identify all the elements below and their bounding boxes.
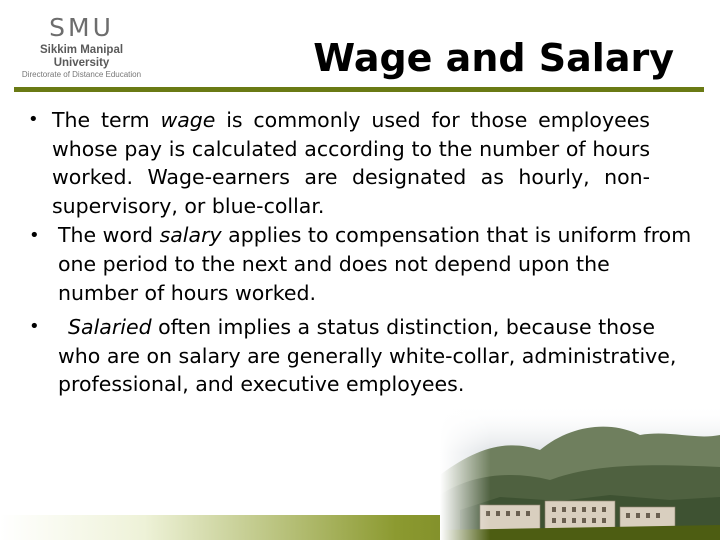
bullet-marker: • xyxy=(29,225,40,246)
bullet-term: Salaried xyxy=(68,315,152,339)
bullet-text-pre: The word xyxy=(58,223,160,247)
bullet-text-post: is commonly used for those employees whose pay is calculated according to the number of hours worked. Wage-earners are designated as hourly, non-supervisory, or blue-collar. xyxy=(52,108,650,218)
title-divider xyxy=(14,87,704,92)
bullet-text-post: often implies a status distinction, because those who are on salary are generally white-collar, administrative, professional, and executive employees. xyxy=(58,315,677,396)
bullet-list xyxy=(24,106,692,399)
bullet-marker: • xyxy=(29,316,40,337)
logo-subtitle: Directorate of Distance Education xyxy=(21,70,142,79)
campus-photo-icon xyxy=(440,405,720,540)
bullet-item xyxy=(24,221,692,308)
logo-mark: SMU xyxy=(49,13,114,42)
logo-university-name: Sikkim Manipal University xyxy=(39,44,124,69)
slide-title: Wage and Salary xyxy=(313,36,674,80)
bullet-text-pre: The term xyxy=(52,108,161,132)
bullet-term: wage xyxy=(160,108,216,132)
university-logo xyxy=(14,13,149,79)
bullet-term: salary xyxy=(159,223,222,247)
bullet-text-post: applies to compensation that is uniform from one period to the next and does not depend upon the number of hours worked. xyxy=(58,223,692,305)
bullet-item xyxy=(24,313,692,399)
bullet-item xyxy=(24,106,650,220)
bullet-marker: • xyxy=(28,109,39,130)
